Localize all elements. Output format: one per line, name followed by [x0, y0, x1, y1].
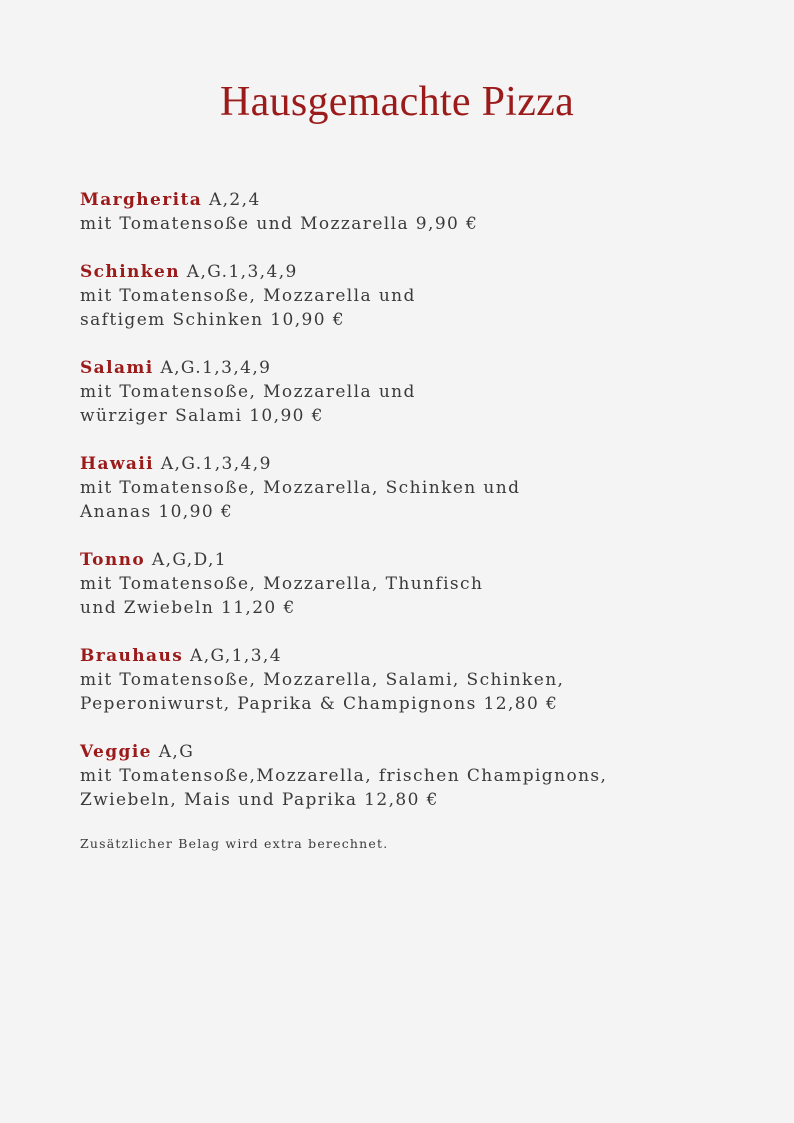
- item-allergens: A,2,4: [208, 190, 261, 210]
- item-description: mit Tomatensoße,Mozzarella, frischen Champignons,: [80, 766, 608, 786]
- menu-item-salami: [80, 356, 720, 428]
- menu-item-brauhaus: [80, 644, 720, 716]
- item-description: Ananas 10,90 €: [80, 502, 234, 522]
- menu-item-hawaii: [80, 452, 720, 524]
- item-heading: [80, 356, 720, 380]
- item-description: mit Tomatensoße, Mozzarella, Thunfisch: [80, 574, 484, 594]
- menu-item-margherita: [80, 188, 720, 236]
- menu-item-veggie: [80, 740, 720, 812]
- item-name: Veggie: [80, 742, 152, 762]
- pizza-menu: [80, 188, 720, 851]
- item-name: Schinken: [80, 262, 180, 282]
- item-description: würziger Salami 10,90 €: [80, 406, 324, 426]
- item-heading: [80, 260, 720, 284]
- item-heading: [80, 644, 720, 668]
- menu-item-schinken: [80, 260, 720, 332]
- item-name: Margherita: [80, 190, 203, 210]
- item-description: mit Tomatensoße, Mozzarella, Salami, Schinken,: [80, 670, 565, 690]
- menu-item-tonno: [80, 548, 720, 620]
- item-allergens: A,G.1,3,4,9: [160, 454, 272, 474]
- item-allergens: A,G.1,3,4,9: [186, 262, 298, 282]
- item-description: saftigem Schinken 10,90 €: [80, 310, 345, 330]
- item-description: und Zwiebeln 11,20 €: [80, 598, 296, 618]
- item-description: Zwiebeln, Mais und Paprika 12,80 €: [80, 790, 439, 810]
- item-allergens: A,G: [158, 742, 195, 762]
- item-description: mit Tomatensoße, Mozzarella, Schinken und: [80, 478, 521, 498]
- item-description: mit Tomatensoße, Mozzarella und: [80, 286, 416, 306]
- item-name: Salami: [80, 358, 154, 378]
- item-name: Brauhaus: [80, 646, 184, 666]
- item-description: Peperoniwurst, Paprika & Champignons 12,80 €: [80, 694, 559, 714]
- item-allergens: A,G,1,3,4: [190, 646, 282, 666]
- item-name: Hawaii: [80, 454, 155, 474]
- item-name: Tonno: [80, 550, 146, 570]
- item-heading: [80, 740, 720, 764]
- item-description: mit Tomatensoße und Mozzarella 9,90 €: [80, 214, 479, 234]
- item-heading: [80, 452, 720, 476]
- item-heading: [80, 548, 720, 572]
- item-allergens: A,G,D,1: [151, 550, 228, 570]
- item-heading: [80, 188, 720, 212]
- item-description: mit Tomatensoße, Mozzarella und: [80, 382, 416, 402]
- extra-topping-note: Zusätzlicher Belag wird extra berechnet.: [80, 836, 389, 851]
- page-title: Hausgemachte Pizza: [219, 79, 575, 125]
- item-allergens: A,G.1,3,4,9: [160, 358, 272, 378]
